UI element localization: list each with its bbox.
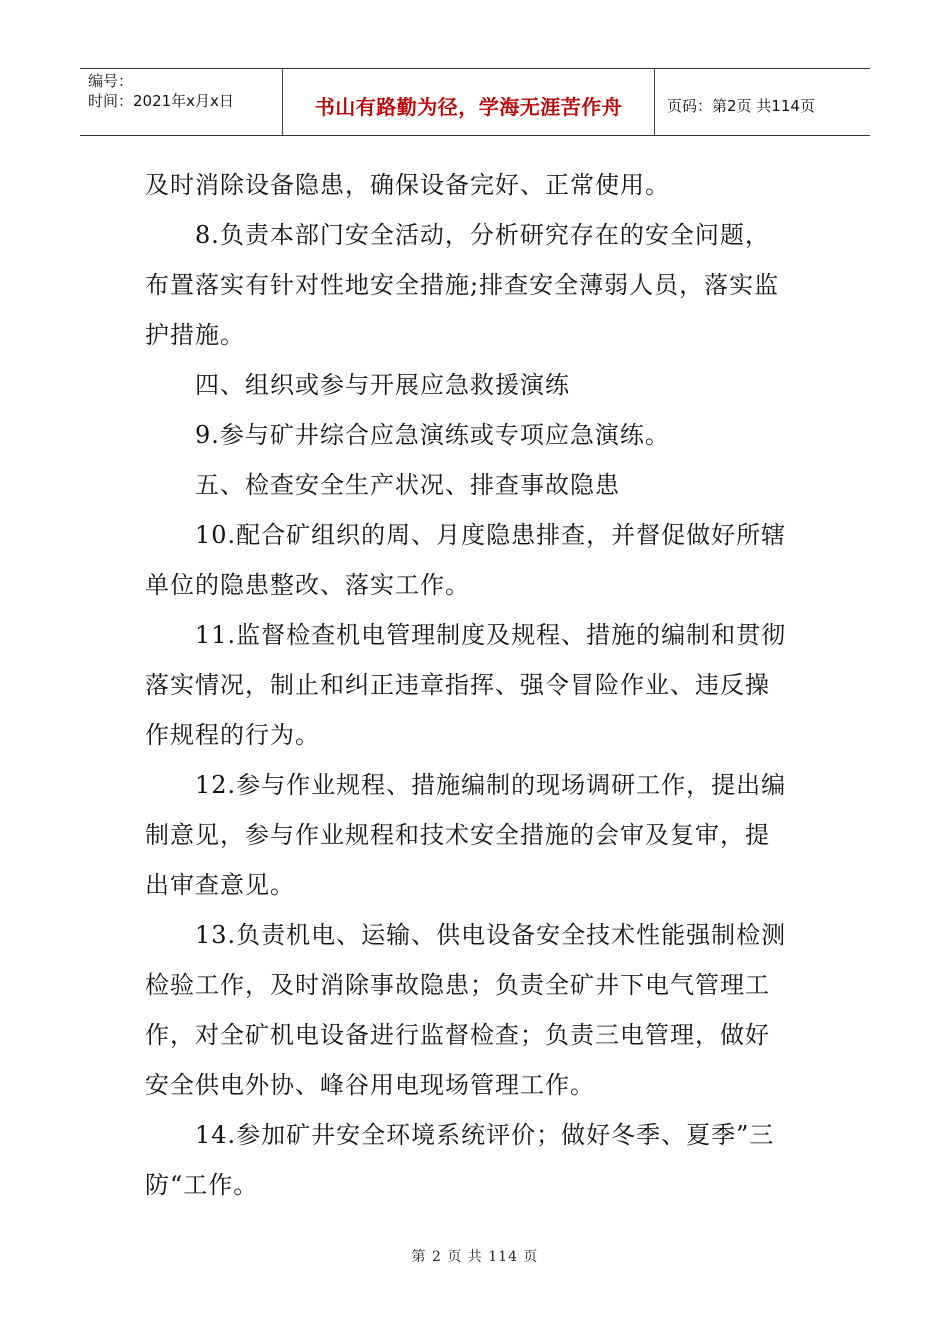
header-meta	[80, 69, 283, 135]
body-line: 14.参加矿井安全环境系统评价；做好冬季、夏季”三	[195, 1121, 775, 1149]
section-heading: 五、检查安全生产状况、排查事故隐患	[195, 471, 620, 499]
body-line: 落实情况，制止和纠正违章指挥、强令冒险作业、违反操	[145, 671, 770, 699]
body-line: 作，对全矿机电设备进行监督检查；负责三电管理，做好	[145, 1021, 770, 1049]
body-line: 护措施。	[145, 321, 245, 349]
body-line: 作规程的行为。	[145, 721, 320, 749]
doc-time-label: 时间：2021年x月x日	[88, 92, 234, 110]
body-line: 8.负责本部门安全活动，分析研究存在的安全问题，	[195, 221, 770, 249]
header-page-info: 页码：第2页 共114页	[667, 96, 815, 115]
page-footer: 第 2 页 共 114 页	[411, 1249, 539, 1265]
header-motto: 书山有路勤为径，学海无涯苦作舟	[314, 94, 623, 119]
document-body	[145, 160, 815, 1210]
body-line: 13.负责机电、运输、供电设备安全技术性能强制检测	[195, 921, 787, 949]
body-line: 防“工作。	[145, 1171, 259, 1199]
header-page-info-cell	[655, 69, 870, 135]
body-line: 检验工作，及时消除事故隐患；负责全矿井下电气管理工	[145, 971, 770, 999]
body-line: 出审查意见。	[145, 871, 295, 899]
header-motto-cell	[283, 69, 655, 135]
body-line: 9.参与矿井综合应急演练或专项应急演练。	[195, 421, 670, 449]
body-line: 12.参与作业规程、措施编制的现场调研工作，提出编	[195, 771, 787, 799]
page-header	[80, 68, 870, 136]
body-line: 10.配合矿组织的周、月度隐患排查，并督促做好所辖	[195, 521, 787, 549]
body-line: 布置落实有针对性地安全措施;排查安全薄弱人员，落实监	[145, 271, 780, 299]
body-line: 安全供电外协、峰谷用电现场管理工作。	[145, 1071, 595, 1099]
body-line: 制意见，参与作业规程和技术安全措施的会审及复审，提	[145, 821, 770, 849]
doc-number-label: 编号：	[88, 72, 134, 90]
body-line: 11.监督检查机电管理制度及规程、措施的编制和贯彻	[195, 621, 787, 649]
body-line: 单位的隐患整改、落实工作。	[145, 571, 470, 599]
body-line: 及时消除设备隐患，确保设备完好、正常使用。	[145, 171, 670, 199]
section-heading: 四、组织或参与开展应急救援演练	[195, 371, 570, 399]
